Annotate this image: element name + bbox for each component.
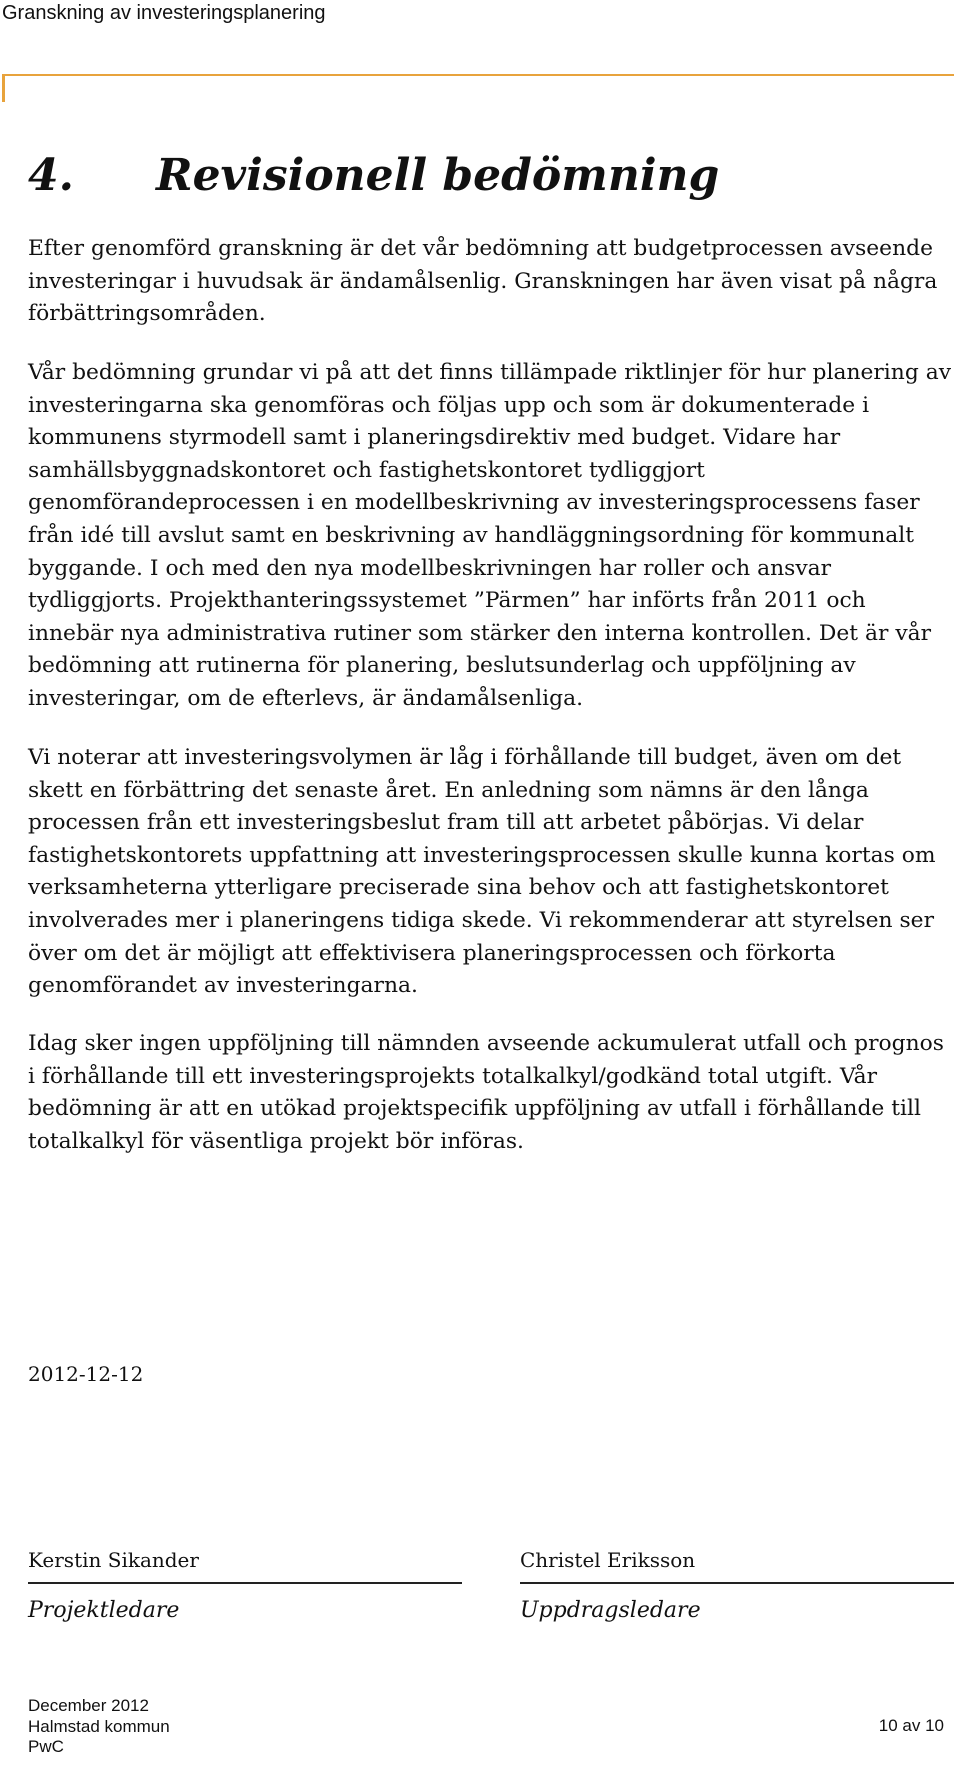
paragraph-4: Idag sker ingen uppföljning till nämnden avseende ackumulerat utfall och prognos i förhållande till ett investeringsprojekts totalkalkyl/godkänd total utgift. Vår bedömning är att en utökad projektspecifik uppföljning av utfall i förhållande till totalkalkyl för väsentliga projekt bör införas.	[28, 1031, 944, 1154]
signature-block-right	[520, 1548, 954, 1623]
signature-line	[520, 1582, 954, 1584]
footer-municipality: Halmstad kommun	[28, 1716, 170, 1736]
section-heading	[28, 150, 719, 201]
page-number: 10 av 10	[878, 1716, 944, 1735]
signatory-role: Uppdragsledare	[520, 1598, 701, 1623]
signatory-role: Projektledare	[28, 1598, 180, 1623]
footer-month: December 2012	[28, 1696, 149, 1715]
header-rule-tick	[2, 74, 5, 102]
page-footer	[28, 1696, 170, 1758]
paragraph-2: Vår bedömning grundar vi på att det finns tillämpade riktlinjer för hur planering av investeringarna ska genomföras och följas upp och som är dokumenterade i kommunens styrmodell samt i planeringsdirektiv med budget. Vidare har samhällsbyggnadskontoret och fastighetskontoret tydliggjort genomförandeprocessen i en modellbeskrivning av investeringsprocessens faser från idé till avslut samt en beskrivning av handläggningsordning för kommunalt byggande. I och med den nya modellbeskrivningen har roller och ansvar tydliggjorts. Projekthanteringssystemet ”Pärmen” har införts från 2011 och innebär nya administrativa rutiner som stärker den interna kontrollen. Det är vår bedömning att rutinerna för planering, beslutsunderlag och uppföljning av investeringar, om de efterlevs, är ändamålsenliga.	[28, 360, 952, 711]
section-number: 4.	[28, 150, 74, 201]
header-rule	[2, 74, 954, 76]
signature-block-left	[28, 1548, 462, 1623]
section-title: Revisionell bedömning	[156, 150, 720, 201]
paragraph-3: Vi noterar att investeringsvolymen är låg i förhållande till budget, även om det skett en förbättring det senaste året. En anledning som nämns är den långa processen från ett investeringsbeslut fram till att arbetet påbörjas. Vi delar fastighetskontorets uppfattning att investeringsprocessen skulle kunna kortas om verksamheterna ytterligare preciserade sina behov och att fastighetskontoret involverades mer i planeringens tidiga skede. Vi rekommenderar att styrelsen ser över om det är möjligt att effektivisera planeringsprocessen och förkorta genomförandet av investeringarna.	[28, 745, 936, 999]
document-date: 2012-12-12	[28, 1362, 144, 1386]
signatory-name: Christel Eriksson	[520, 1548, 696, 1572]
signature-line	[28, 1582, 462, 1584]
paragraph-1: Efter genomförd granskning är det vår bedömning att budgetprocessen avseende investeringar i huvudsak är ändamålsenlig. Granskningen har även visat på några förbättringsområden.	[28, 236, 938, 327]
footer-company: PwC	[28, 1737, 64, 1756]
signatory-name: Kerstin Sikander	[28, 1548, 199, 1572]
running-header: Granskning av investeringsplanering	[2, 2, 326, 24]
